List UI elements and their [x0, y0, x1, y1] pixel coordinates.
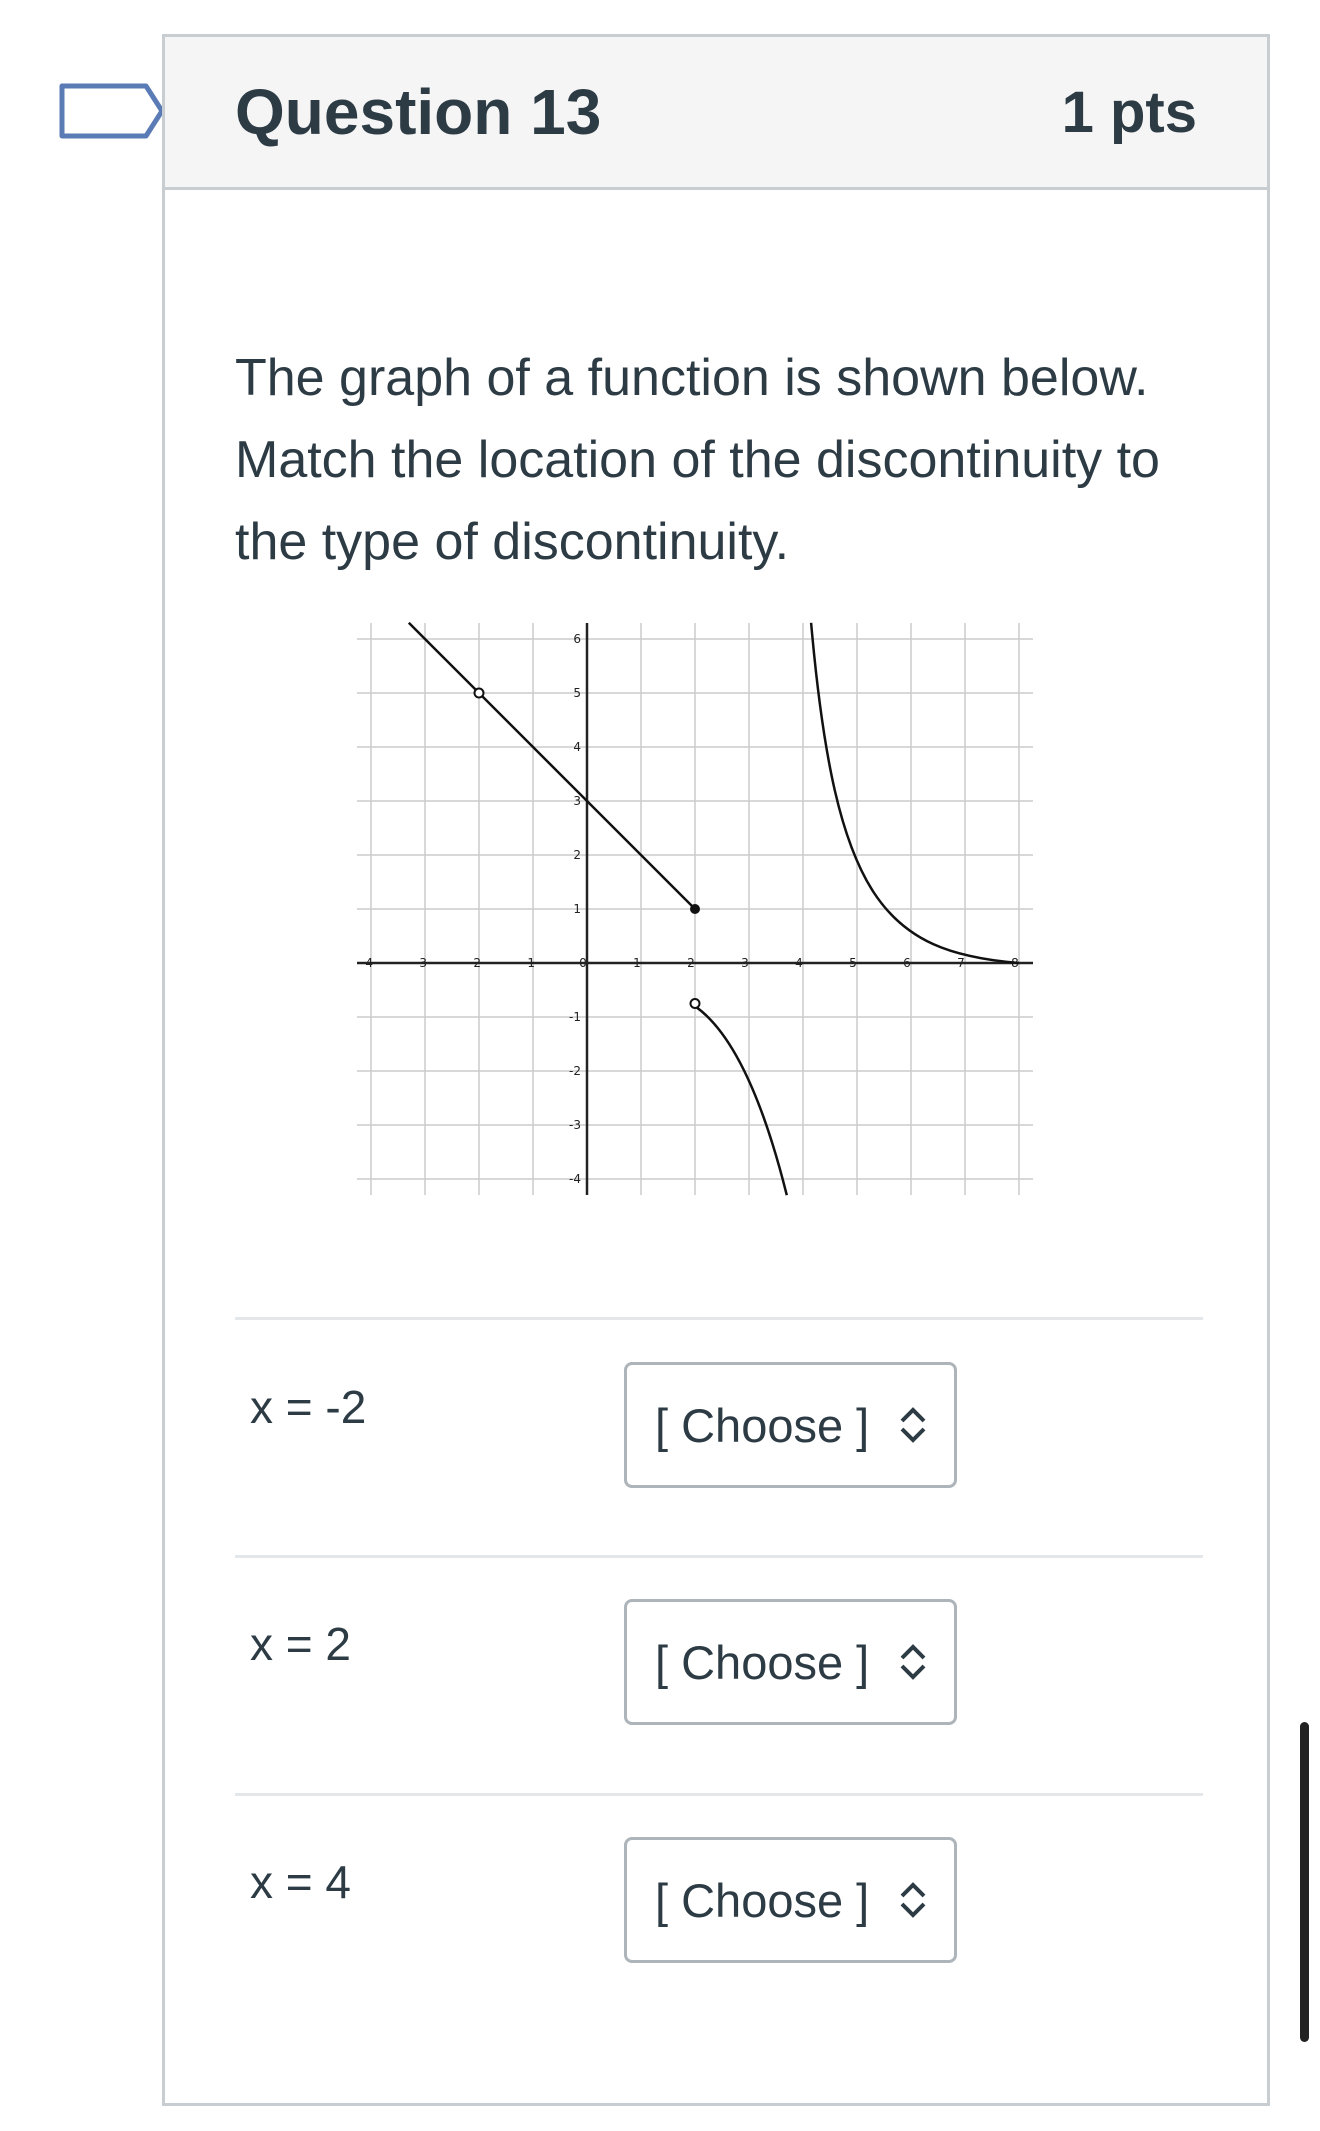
open-point — [475, 689, 484, 698]
flag-icon[interactable] — [58, 82, 168, 140]
series-line — [811, 623, 1019, 963]
choose-select[interactable] — [624, 1837, 957, 1963]
x-tick-label: -2 — [469, 956, 481, 970]
answer-label: x = 2 — [250, 1618, 352, 1670]
question-title: Question 13 — [235, 76, 602, 148]
y-tick-label: 5 — [573, 686, 581, 700]
x-tick-label: 1 — [633, 956, 641, 970]
question-card — [162, 34, 1270, 2106]
chevron-updown-icon — [898, 1403, 928, 1447]
divider — [235, 1555, 1203, 1558]
x-tick-label: -4 — [361, 956, 373, 970]
series-line — [409, 623, 695, 909]
scrollbar[interactable] — [1300, 1722, 1309, 2042]
y-tick-label: 4 — [573, 740, 581, 754]
x-tick-label: -3 — [415, 956, 427, 970]
select-value: [ Choose ] — [655, 1635, 870, 1689]
x-tick-label: 5 — [849, 956, 857, 970]
y-tick-label: 1 — [573, 902, 581, 916]
choose-select[interactable] — [624, 1599, 957, 1725]
y-tick-label: 2 — [573, 848, 581, 862]
select-value: [ Choose ] — [655, 1873, 870, 1927]
x-tick-label: -1 — [523, 956, 535, 970]
divider — [235, 1793, 1203, 1796]
y-tick-label: -2 — [569, 1064, 581, 1078]
x-tick-label: 0 — [579, 956, 587, 970]
select-value: [ Choose ] — [655, 1398, 870, 1452]
x-tick-label: 6 — [903, 956, 911, 970]
y-tick-label: -3 — [569, 1118, 581, 1132]
question-points: 1 pts — [1061, 79, 1197, 145]
chevron-updown-icon — [898, 1640, 928, 1684]
y-tick-label: 3 — [573, 794, 581, 808]
x-tick-label: 2 — [687, 956, 695, 970]
open-point — [691, 999, 700, 1008]
y-tick-label: -4 — [569, 1172, 581, 1186]
answer-label: x = 4 — [250, 1856, 352, 1908]
function-graph — [361, 615, 1037, 1215]
chevron-updown-icon — [898, 1878, 928, 1922]
x-tick-label: 8 — [1011, 956, 1019, 970]
y-tick-label: 6 — [573, 632, 581, 646]
question-header — [165, 37, 1267, 190]
x-tick-label: 7 — [957, 956, 965, 970]
divider — [235, 1317, 1203, 1320]
question-text: The graph of a function is shown below. Match the location of the discontinuity to the type of discontinuity. — [235, 349, 1160, 571]
answer-label: x = -2 — [250, 1381, 367, 1433]
x-tick-label: 4 — [795, 956, 803, 970]
y-tick-label: -1 — [569, 1010, 581, 1024]
x-tick-label: 3 — [741, 956, 749, 970]
series-line — [695, 1006, 787, 1195]
choose-select[interactable] — [624, 1362, 957, 1488]
closed-point — [690, 904, 700, 914]
